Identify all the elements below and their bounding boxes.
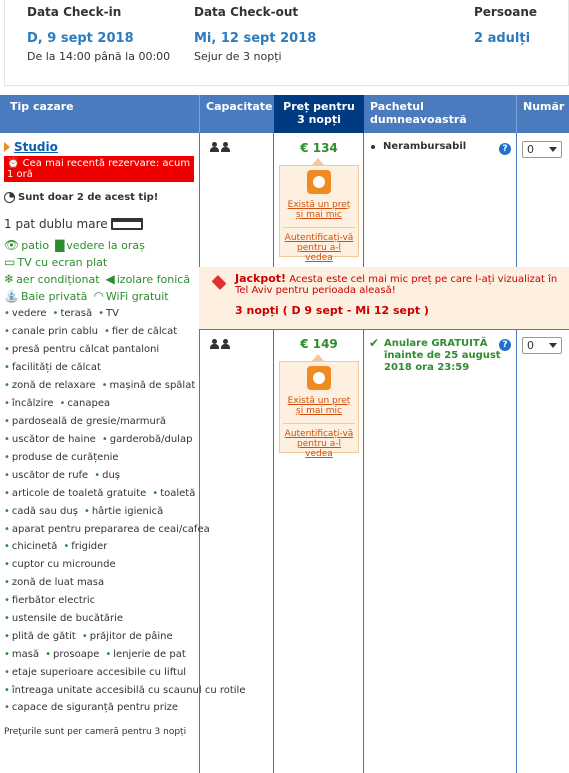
bullet-icon: • [4, 559, 10, 570]
checkout-label: Data Check-out [194, 5, 299, 19]
amenity-row [4, 323, 199, 341]
scarcity-text: Sunt doar 2 de acest tip! [18, 192, 159, 203]
bullet-icon: • [83, 506, 90, 517]
bullet-icon: • [4, 326, 10, 337]
amenity-text: articole de toaletă gratuite [11, 488, 147, 499]
speaker-icon: ◀ [105, 272, 115, 286]
bullet-icon: • [4, 613, 10, 624]
amenity-text: prăjitor de pâine [89, 631, 173, 642]
package-info [369, 338, 514, 374]
amenity-item [4, 631, 76, 642]
bullet-icon: • [59, 398, 66, 409]
amenity-item [4, 702, 178, 713]
amenity-text: prosoape [53, 649, 100, 660]
bullet-icon: • [4, 470, 10, 481]
amenity-text: zonă de luat masa [11, 577, 105, 588]
package-free-cancellation [369, 338, 514, 374]
city-view-icon: ▇ [55, 238, 65, 252]
wifi-icon: ◠ [93, 289, 104, 303]
bullet-icon: • [94, 470, 101, 481]
amenity-text: hârtie igienică [91, 506, 164, 517]
checkout-block [194, 5, 316, 63]
login-link[interactable]: Autentificați-vă pentru a-l vedea [283, 423, 355, 459]
amenity-item [4, 541, 57, 552]
amenity-row [4, 646, 199, 664]
bullet-icon: • [4, 577, 10, 588]
checkout-date: Mi, 12 sept 2018 [194, 31, 317, 46]
col-package: Pachetul dumneavoastră [370, 100, 467, 126]
amenity-text: etaje superioare accesibile cu liftul [11, 667, 187, 678]
checkin-date: D, 9 sept 2018 [27, 31, 134, 46]
bed-icon [111, 218, 143, 230]
amenity-row [4, 413, 199, 431]
guests-block [474, 5, 537, 46]
bullet-icon: • [4, 416, 10, 427]
bullet-icon: • [4, 398, 10, 409]
amenity-item [104, 326, 177, 337]
stay-length: Sejur de 3 nopți [194, 50, 282, 63]
amenity-item [45, 649, 99, 660]
amenities-list [4, 305, 246, 717]
amenity-text: frigider [71, 541, 108, 552]
free-cancellation-text: Anulare GRATUITĂ înainte de 25 august 2018 ora 23:59 [384, 338, 501, 373]
capacity-icon [210, 339, 230, 349]
amenity-item [4, 434, 96, 445]
question-icon[interactable]: ? [499, 143, 511, 155]
login-link[interactable]: Autentificați-vă pentru a-l vedea [283, 227, 355, 263]
amenity-item [4, 398, 54, 409]
amenity-item [4, 362, 101, 373]
col-quantity: Număr [523, 100, 565, 113]
amenity-text: uscător de rufe [11, 470, 89, 481]
amenity-text: vedere [11, 308, 47, 319]
checkmark-icon: ✔ [369, 336, 380, 350]
amenity-item [60, 398, 111, 409]
jackpot-banner [199, 267, 569, 329]
snowflake-icon: ❄ [4, 272, 15, 286]
amenity-text: TV [106, 308, 119, 319]
bullet-icon: • [103, 326, 110, 337]
genius-icon [307, 170, 331, 194]
amenity-item [4, 488, 146, 499]
amenity-row [4, 485, 199, 503]
bullet-icon: • [4, 506, 10, 517]
amenity-text: masă [11, 649, 40, 660]
amenity-row [4, 664, 199, 682]
amenity-item [4, 452, 119, 463]
bullet-icon: • [4, 595, 10, 606]
amenity-row [4, 610, 199, 628]
bullet-icon: • [101, 380, 108, 391]
amenity-text: plită de gătit [11, 631, 76, 642]
amenity-row [4, 699, 199, 717]
feature-bathroom: Baie privată [20, 290, 88, 303]
bullet-icon: • [4, 362, 10, 373]
amenity-row [4, 377, 199, 395]
bullet-icon: • [63, 541, 70, 552]
bullet-icon: • [4, 488, 10, 499]
price-note: Prețurile sunt per cameră pentru 3 nopți [4, 727, 187, 737]
recent-booking-text: Cea mai recentă rezervare: acum 1 oră [7, 158, 191, 180]
table-header [0, 95, 569, 133]
bullet-icon: • [52, 308, 59, 319]
question-icon[interactable]: ? [499, 339, 511, 351]
quantity-value: 0 [527, 143, 534, 156]
bullet-icon: • [4, 541, 10, 552]
amenity-item [53, 308, 93, 319]
package-nonrefundable: Nerambursabil [369, 141, 514, 152]
col-room-type: Tip cazare [10, 100, 74, 113]
amenity-item [4, 344, 159, 355]
shower-icon: ⛲ [4, 289, 19, 303]
amenity-row [4, 395, 199, 413]
amenity-row [4, 524, 210, 535]
checkin-block [27, 5, 170, 63]
amenity-item [82, 631, 173, 642]
bullet-icon: • [4, 344, 10, 355]
amenity-text: chicinetă [11, 541, 58, 552]
bullet-icon: • [4, 702, 10, 713]
bullet-icon: • [4, 631, 10, 642]
bullet-icon: • [4, 434, 10, 445]
package-info [369, 141, 514, 152]
jackpot-text: Acesta este cel mai mic preț pe care l-ați vizualizat în Tel Aviv pentru perioada aleasă! [235, 274, 558, 296]
feature-wifi: WiFi gratuit [105, 290, 169, 303]
feature-city-view: vedere la oraș [66, 239, 145, 252]
alarm-clock-icon: ⏰ [7, 158, 20, 169]
amenity-row [4, 359, 199, 377]
amenity-row [4, 538, 199, 556]
amenity-item [102, 434, 193, 445]
jackpot-dates: 3 nopți ( D 9 sept - Mi 12 sept ) [235, 304, 429, 317]
lower-price-link[interactable]: Există un preț și mai mic [287, 396, 351, 416]
amenity-item [4, 613, 123, 624]
amenity-item [4, 595, 95, 606]
amenity-text: toaletă [160, 488, 196, 499]
bed-info [4, 217, 199, 231]
recent-booking-alert [4, 156, 194, 182]
amenity-text: încălzire [11, 398, 54, 409]
amenity-row [4, 449, 199, 467]
guests-label: Persoane [474, 5, 538, 19]
amenity-text: zonă de relaxare [11, 380, 96, 391]
amenity-item [4, 577, 104, 588]
offer-price: € 149 [300, 337, 338, 351]
lower-price-promo [279, 361, 359, 459]
amenity-text: facilități de călcat [11, 362, 101, 373]
bullet-icon: • [152, 488, 159, 499]
amenity-row [4, 628, 199, 646]
bullet-icon: • [4, 452, 10, 463]
amenity-text: ustensile de bucătărie [11, 613, 124, 624]
amenity-text: terasă [60, 308, 93, 319]
bullet-icon: • [4, 308, 10, 319]
amenity-item [4, 308, 47, 319]
room-details [4, 140, 246, 737]
chevron-down-icon [549, 147, 557, 152]
amenity-item [4, 506, 78, 517]
amenity-item [4, 326, 98, 337]
amenity-item [4, 559, 116, 570]
guests-value[interactable]: 2 adulți [474, 31, 531, 46]
bullet-icon: • [101, 434, 108, 445]
offer-price: € 134 [300, 141, 338, 155]
amenity-row [4, 467, 199, 485]
amenity-row [4, 574, 199, 592]
scarcity-notice [4, 192, 199, 203]
amenity-text: garderobă/dulap [109, 434, 193, 445]
amenity-row [4, 341, 199, 359]
chevron-down-icon [549, 343, 557, 348]
tag-icon [212, 275, 227, 290]
amenity-item [4, 524, 210, 535]
amenity-item [4, 667, 186, 678]
amenity-text: mașină de spălat [109, 380, 196, 391]
checkin-hours: De la 14:00 până la 00:00 [27, 50, 171, 63]
amenity-row [4, 556, 199, 574]
amenity-text: presă pentru călcat pantaloni [11, 344, 160, 355]
bullet-icon: • [4, 524, 10, 535]
amenity-item [84, 506, 163, 517]
amenity-item [4, 649, 39, 660]
room-features [4, 237, 199, 305]
amenity-text: cuptor cu microunde [11, 559, 116, 570]
amenity-text: canapea [67, 398, 111, 409]
feature-ac: aer condiționat [16, 273, 100, 286]
feature-patio: patio [21, 239, 50, 252]
quantity-select[interactable] [522, 141, 562, 158]
amenity-item [4, 380, 96, 391]
lower-price-link[interactable]: Există un preț și mai mic [287, 200, 351, 220]
amenity-item [4, 416, 166, 427]
tv-icon: ▭ [4, 255, 16, 269]
col-capacity: Capacitate [206, 100, 273, 113]
amenity-row [4, 305, 199, 323]
booking-summary [4, 0, 569, 86]
col-price[interactable]: Preț pentru 3 nopți [274, 95, 364, 133]
feature-tv: TV cu ecran plat [17, 256, 108, 269]
bullet-icon: • [4, 649, 10, 660]
amenity-item [152, 488, 195, 499]
amenity-item [4, 470, 88, 481]
bullet-icon: • [4, 685, 10, 696]
amenity-text: întreaga unitate accesibilă cu scaunul cu rotile [11, 685, 246, 696]
amenity-text: lenjerie de pat [113, 649, 186, 660]
quantity-value: 0 [527, 339, 534, 352]
amenity-text: pardoseală de gresie/marmură [11, 416, 167, 427]
bullet-icon: • [98, 308, 104, 319]
amenity-text: fier de călcat [111, 326, 178, 337]
amenity-item [4, 685, 245, 696]
bullet-icon: • [4, 380, 10, 391]
bullet-icon: • [45, 649, 52, 660]
genius-icon [307, 366, 331, 390]
amenity-text: duș [102, 470, 121, 481]
bullet-icon: • [4, 667, 10, 678]
amenity-item [105, 649, 185, 660]
bullet-icon: • [105, 649, 112, 660]
amenity-text: fierbător electric [11, 595, 96, 606]
room-name-link[interactable]: Studio [4, 140, 199, 154]
jackpot-title: Jackpot! [235, 272, 287, 285]
bed-text: 1 pat dublu mare [4, 217, 108, 231]
amenity-text: uscător de haine [11, 434, 96, 445]
amenity-item [98, 308, 119, 319]
amenity-text: canale prin cablu [11, 326, 98, 337]
capacity-icon [210, 142, 230, 152]
amenity-row [4, 685, 246, 696]
checkin-label: Data Check-in [27, 5, 122, 19]
pie-chart-icon [4, 192, 15, 203]
amenity-text: aparat pentru prepararea de ceai/cafea [11, 524, 210, 535]
amenity-row [4, 592, 199, 610]
amenity-text: cadă sau duș [11, 506, 78, 517]
feature-soundproof: izolare fonică [116, 273, 191, 286]
patio-icon: 👁 [4, 238, 20, 252]
amenity-text: capace de siguranță pentru prize [11, 702, 179, 713]
bullet-icon: • [81, 631, 88, 642]
amenity-text: produse de curățenie [11, 452, 119, 463]
quantity-select[interactable] [522, 337, 562, 354]
amenity-item [94, 470, 120, 481]
amenity-row [4, 431, 199, 449]
amenity-item [102, 380, 196, 391]
lower-price-promo [279, 165, 359, 263]
amenity-row [4, 503, 199, 521]
amenity-item [63, 541, 107, 552]
